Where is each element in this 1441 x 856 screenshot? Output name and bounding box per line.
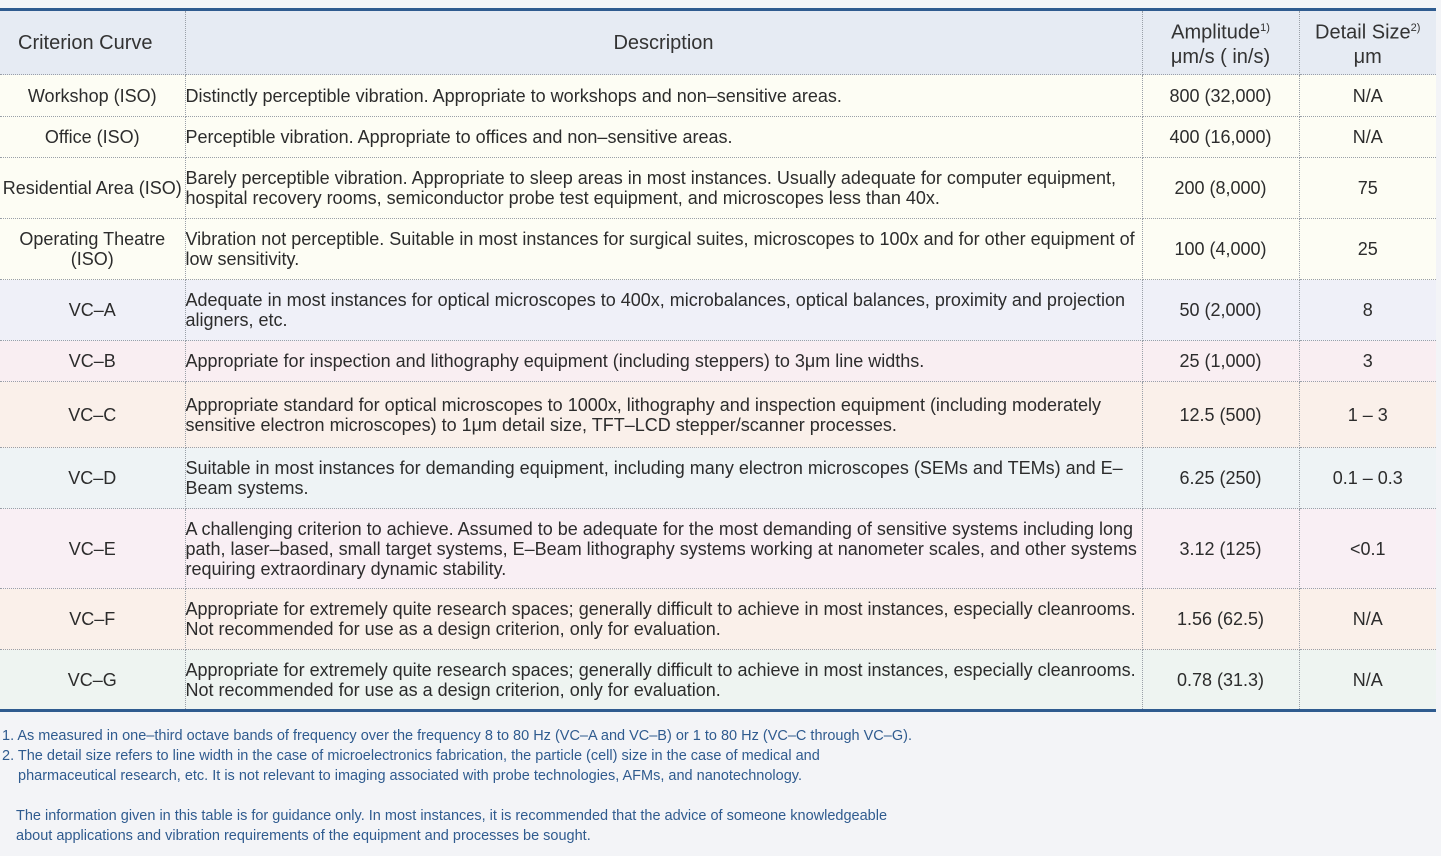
description-cell: Vibration not perceptible. Suitable in most instances for surgical suites, microscopes to 100x and for other equipment of low sensitivity.	[185, 219, 1142, 280]
detail-size-cell: N/A	[1299, 589, 1436, 650]
amplitude-header-label: Amplitude	[1171, 21, 1261, 44]
guidance-note-continued: about applications and vibration requirements of the equipment and processes be sought.	[16, 828, 591, 844]
amplitude-cell: 200 (8,000)	[1142, 158, 1299, 219]
table-row	[0, 448, 1436, 509]
detail-size-header	[1299, 10, 1436, 75]
guidance-note: The information given in this table is for guidance only. In most instances, it is recommended that the advice of someone knowledgeable	[16, 808, 888, 824]
detail-size-cell: 25	[1299, 219, 1436, 280]
detail-size-cell: N/A	[1299, 117, 1436, 158]
detail-size-cell: 3	[1299, 341, 1436, 382]
criterion-cell: Office (ISO)	[0, 117, 185, 158]
detail-size-cell: N/A	[1299, 650, 1436, 711]
table-row	[0, 382, 1436, 448]
amplitude-cell: 50 (2,000)	[1142, 280, 1299, 341]
detail-size-cell: 8	[1299, 280, 1436, 341]
criterion-cell: VC–F	[0, 589, 185, 650]
table-row	[0, 589, 1436, 650]
amplitude-cell: 800 (32,000)	[1142, 75, 1299, 117]
table-row	[0, 341, 1436, 382]
amplitude-footnote-ref: 1)	[1260, 22, 1270, 35]
footnote-2-continued: pharmaceutical research, etc. It is not relevant to imaging associated with probe technologies, AFMs, and nanotechnology.	[18, 768, 802, 784]
amplitude-cell: 100 (4,000)	[1142, 219, 1299, 280]
table-row	[0, 509, 1436, 589]
criterion-cell: Residential Area (ISO)	[0, 158, 185, 219]
amplitude-cell: 12.5 (500)	[1142, 382, 1299, 448]
footnote-1: 1. As measured in one–third octave bands of frequency over the frequency 8 to 80 Hz (VC–A and VC–B) or 1 to 80 Hz (VC–C through VC–G).	[2, 728, 912, 744]
detail-size-units: μm	[1353, 45, 1382, 68]
amplitude-cell: 6.25 (250)	[1142, 448, 1299, 509]
detail-size-cell: 0.1 – 0.3	[1299, 448, 1436, 509]
detail-size-cell: 1 – 3	[1299, 382, 1436, 448]
table-row	[0, 280, 1436, 341]
amplitude-cell: 3.12 (125)	[1142, 509, 1299, 589]
table-header-row	[0, 10, 1436, 75]
description-header: Description	[185, 10, 1142, 75]
footnotes	[0, 726, 1100, 846]
criterion-cell: VC–A	[0, 280, 185, 341]
criterion-cell: VC–B	[0, 341, 185, 382]
detail-size-cell: <0.1	[1299, 509, 1436, 589]
criterion-cell: VC–D	[0, 448, 185, 509]
amplitude-header	[1142, 10, 1299, 75]
vibration-criteria-table	[0, 8, 1436, 712]
amplitude-units: μm/s ( in/s)	[1170, 45, 1271, 68]
table-row	[0, 158, 1436, 219]
description-cell: Suitable in most instances for demanding equipment, including many electron microscopes (SEMs and TEMs) and E–Beam systems.	[185, 448, 1142, 509]
description-cell: Appropriate for extremely quite research spaces; generally difficult to achieve in most instances, especially cleanrooms. Not recommended for use as a design criterion, only for evaluation.	[185, 650, 1142, 711]
footnote-2: 2. The detail size refers to line width in the case of microelectronics fabrication, the particle (cell) size in the case of medical and	[2, 748, 820, 764]
description-cell: Adequate in most instances for optical microscopes to 400x, microbalances, optical balances, proximity and projection aligners, etc.	[185, 280, 1142, 341]
detail-size-footnote-ref: 2)	[1410, 22, 1421, 35]
criterion-curve-header: Criterion Curve	[0, 10, 185, 75]
detail-size-cell: N/A	[1299, 75, 1436, 117]
table-row	[0, 117, 1436, 158]
criterion-cell: VC–C	[0, 382, 185, 448]
amplitude-cell: 0.78 (31.3)	[1142, 650, 1299, 711]
description-cell: Appropriate for extremely quite research spaces; generally difficult to achieve in most instances, especially cleanrooms. Not recommended for use as a design criterion, only for evaluation.	[185, 589, 1142, 650]
table-row	[0, 75, 1436, 117]
table-row	[0, 219, 1436, 280]
criterion-cell: VC–G	[0, 650, 185, 711]
criterion-cell: Workshop (ISO)	[0, 75, 185, 117]
description-cell: Appropriate for inspection and lithography equipment (including steppers) to 3μm line widths.	[185, 341, 1142, 382]
description-cell: Distinctly perceptible vibration. Appropriate to workshops and non–sensitive areas.	[185, 75, 1142, 117]
detail-size-header-label: Detail Size	[1315, 21, 1411, 44]
criterion-cell: VC–E	[0, 509, 185, 589]
description-cell: Barely perceptible vibration. Appropriate to sleep areas in most instances. Usually adequate for computer equipment, hospital recovery rooms, semiconductor probe test equipment, and microscopes less than 40x.	[185, 158, 1142, 219]
description-cell: Appropriate standard for optical microscopes to 1000x, lithography and inspection equipment (including moderately sensitive electron microscopes) to 1μm detail size, TFT–LCD stepper/scanner processes.	[185, 382, 1142, 448]
criterion-cell: Operating Theatre (ISO)	[0, 219, 185, 280]
amplitude-cell: 25 (1,000)	[1142, 341, 1299, 382]
amplitude-cell: 1.56 (62.5)	[1142, 589, 1299, 650]
amplitude-cell: 400 (16,000)	[1142, 117, 1299, 158]
table-row	[0, 650, 1436, 711]
description-cell: Perceptible vibration. Appropriate to offices and non–sensitive areas.	[185, 117, 1142, 158]
detail-size-cell: 75	[1299, 158, 1436, 219]
description-cell: A challenging criterion to achieve. Assumed to be adequate for the most demanding of sensitive systems including long path, laser–based, small target systems, E–Beam lithography systems working at nanometer scales, and other systems requiring extraordinary dynamic stability.	[185, 509, 1142, 589]
